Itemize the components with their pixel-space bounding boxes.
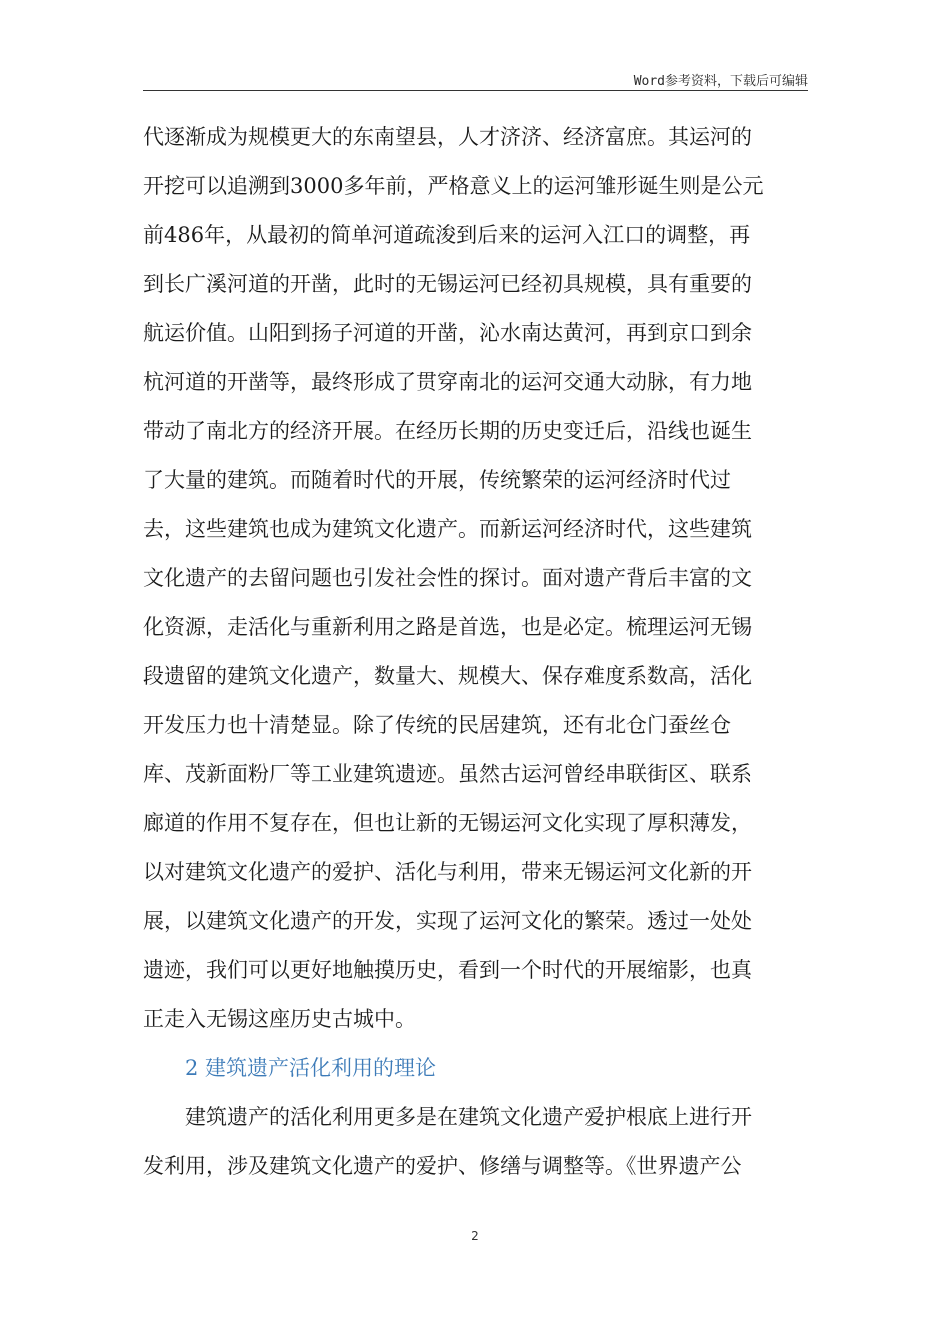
text-line: 展，以建筑文化遗产的开发，实现了运河文化的繁荣。透过一处处 [143,909,752,933]
text-line: 廊道的作用不复存在，但也让新的无锡运河文化实现了厚积薄发， [143,811,752,835]
text-line: 遗迹，我们可以更好地触摸历史，看到一个时代的开展缩影，也真 [143,958,752,982]
text-line: 建筑遗产的活化利用更多是在建筑文化遗产爱护根底上进行开 [185,1105,752,1129]
text-line: 航运价值。山阳到扬子河道的开凿，沁水南达黄河，再到京口到余 [143,321,752,345]
text-line: 开挖可以追溯到3000多年前，严格意义上的运河雏形诞生则是公元 [143,174,764,198]
page-number: 2 [471,1229,479,1243]
text-line: 段遗留的建筑文化遗产，数量大、规模大、保存难度系数高，活化 [143,664,752,688]
document-body [143,113,808,1191]
text-line: 带动了南北方的经济开展。在经历长期的历史变迁后，沿线也诞生 [143,419,752,443]
text-line: 去，这些建筑也成为建筑文化遗产。而新运河经济时代，这些建筑 [143,517,752,541]
text-line: 化资源，走活化与重新利用之路是首选，也是必定。梳理运河无锡 [143,615,752,639]
text-line: 文化遗产的去留问题也引发社会性的探讨。面对遗产背后丰富的文 [143,566,752,590]
text-line: 到长广溪河道的开凿，此时的无锡运河已经初具规模，具有重要的 [143,272,752,296]
text-line: 以对建筑文化遗产的爱护、活化与利用，带来无锡运河文化新的开 [143,860,752,884]
text-line: 正走入无锡这座历史古城中。 [143,1007,416,1031]
text-line: 杭河道的开凿等，最终形成了贯穿南北的运河交通大动脉，有力地 [143,370,752,394]
page-header [143,66,808,91]
section-heading: 2 建筑遗产活化利用的理论 [185,1056,437,1080]
text-line: 了大量的建筑。而随着时代的开展，传统繁荣的运河经济时代过 [143,468,731,492]
text-line: 代逐渐成为规模更大的东南望县，人才济济、经济富庶。其运河的 [143,125,752,149]
header-text: Word参考资料，下载后可编辑 [633,74,808,89]
text-line: 库、茂新面粉厂等工业建筑遗迹。虽然古运河曾经串联街区、联系 [143,762,752,786]
text-line: 发利用，涉及建筑文化遗产的爱护、修缮与调整等。《世界遗产公 [143,1154,742,1178]
text-line: 开发压力也十清楚显。除了传统的民居建筑，还有北仓门蚕丝仓 [143,713,731,737]
text-line: 前486年，从最初的简单河道疏浚到后来的运河入江口的调整，再 [143,223,751,247]
